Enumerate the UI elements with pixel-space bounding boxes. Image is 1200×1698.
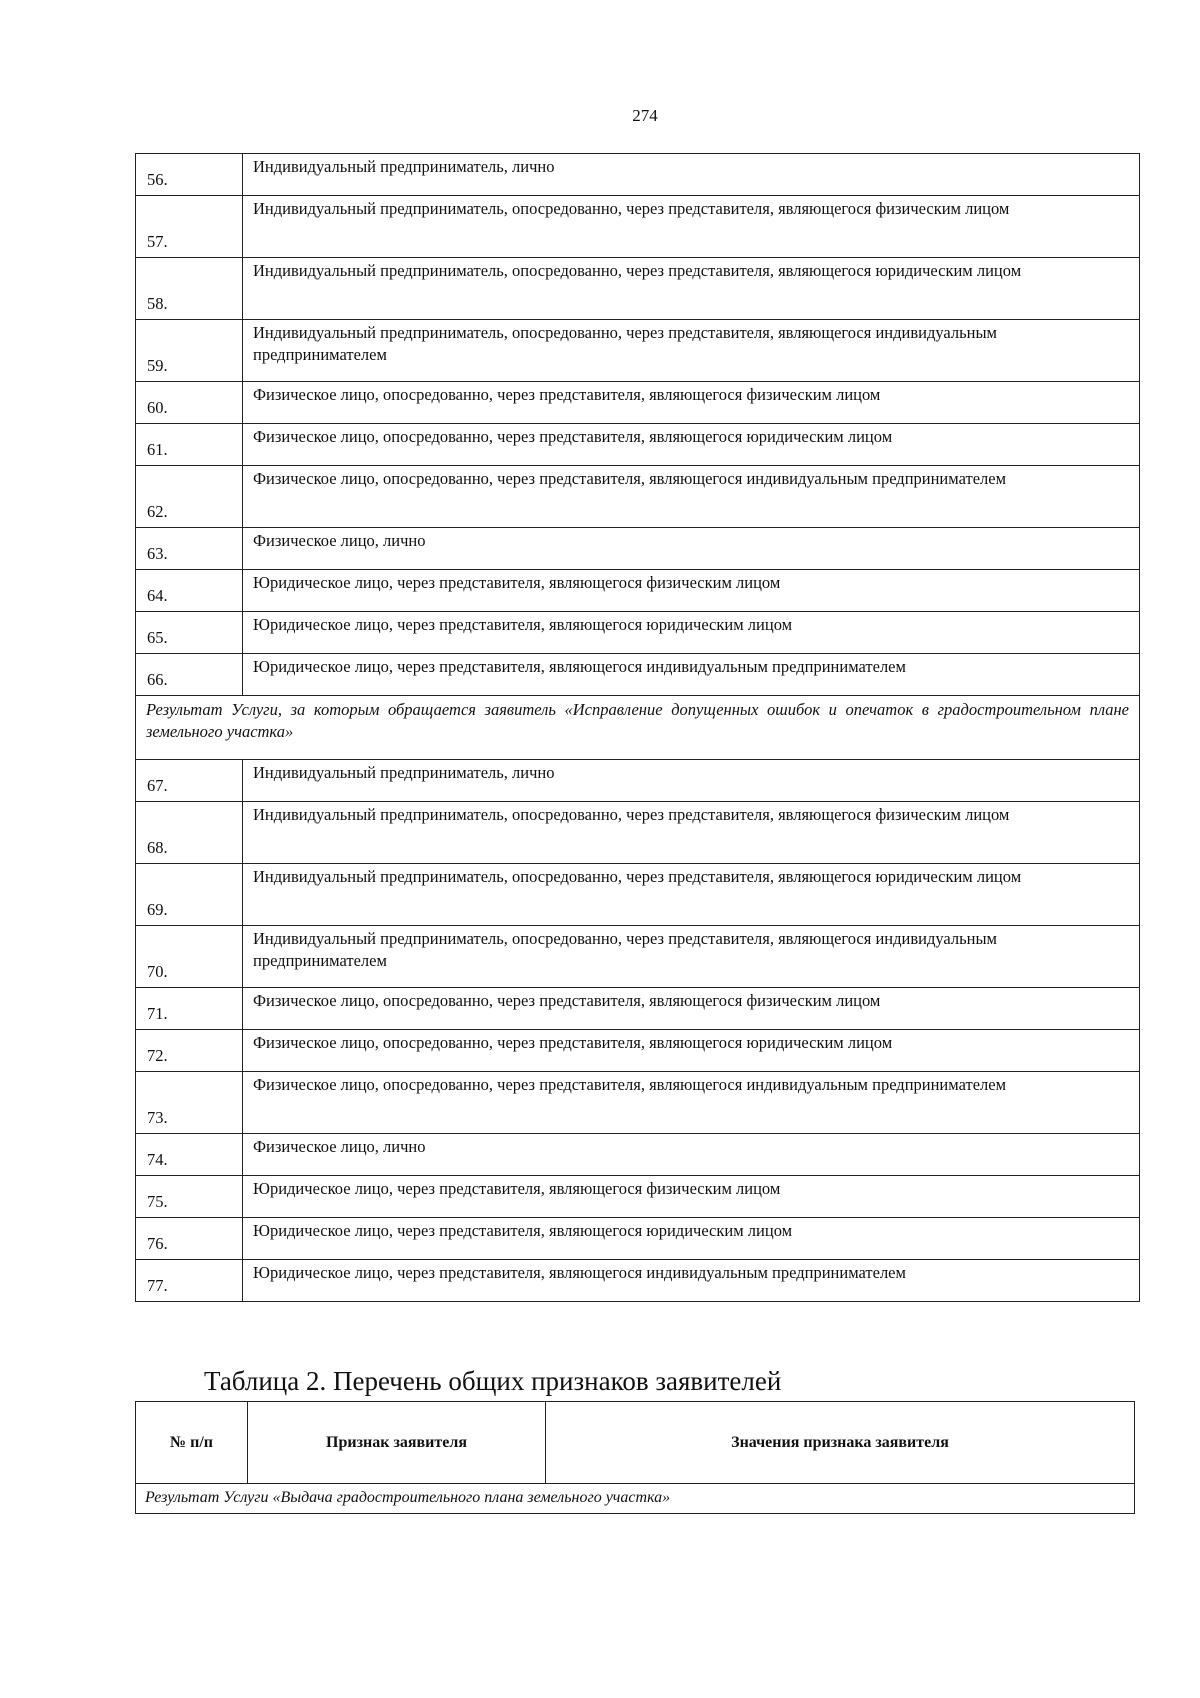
- table-row: [136, 1260, 1140, 1302]
- applicant-variant: Индивидуальный предприниматель, опосредованно, через представителя, являющегося физическим лицом: [243, 196, 1140, 258]
- applicant-variant: Юридическое лицо, через представителя, являющегося физическим лицом: [243, 570, 1140, 612]
- row-number: 62.: [136, 466, 243, 528]
- row-number: 74.: [136, 1134, 243, 1176]
- table-row: [136, 802, 1140, 864]
- applicant-variants-table: [135, 153, 1140, 1302]
- header-number: № п/п: [136, 1402, 248, 1484]
- applicant-variant: Физическое лицо, опосредованно, через представителя, являющегося физическим лицом: [243, 382, 1140, 424]
- header-feature: Признак заявителя: [248, 1402, 546, 1484]
- table-row: [136, 1176, 1140, 1218]
- table-row: [136, 612, 1140, 654]
- row-number: 68.: [136, 802, 243, 864]
- applicant-variant: Физическое лицо, лично: [243, 528, 1140, 570]
- table-row: [136, 320, 1140, 382]
- row-number: 57.: [136, 196, 243, 258]
- section-heading: Результат Услуги «Выдача градостроительного плана земельного участка»: [136, 1484, 1135, 1514]
- row-number: 75.: [136, 1176, 243, 1218]
- table-row: [136, 760, 1140, 802]
- table-row: [136, 466, 1140, 528]
- applicant-variant: Юридическое лицо, через представителя, являющегося юридическим лицом: [243, 612, 1140, 654]
- table-row: [136, 654, 1140, 696]
- applicant-variant: Юридическое лицо, через представителя, являющегося индивидуальным предпринимателем: [243, 654, 1140, 696]
- table-row: [136, 988, 1140, 1030]
- row-number: 73.: [136, 1072, 243, 1134]
- applicant-variant: Юридическое лицо, через представителя, являющегося юридическим лицом: [243, 1218, 1140, 1260]
- section-heading: Результат Услуги, за которым обращается заявитель «Исправление допущенных ошибок и опечаток в градостроительном плане земельного участка»: [136, 696, 1140, 760]
- row-number: 64.: [136, 570, 243, 612]
- table2-title: Таблица 2. Перечень общих признаков заявителей: [204, 1366, 782, 1396]
- table-row: [136, 570, 1140, 612]
- common-applicant-features-table: [135, 1401, 1135, 1514]
- table-row: [136, 1218, 1140, 1260]
- page-number: 274: [632, 106, 658, 125]
- row-number: 60.: [136, 382, 243, 424]
- header-feature-values: Значения признака заявителя: [546, 1402, 1135, 1484]
- row-number: 72.: [136, 1030, 243, 1072]
- applicant-variant: Индивидуальный предприниматель, опосредованно, через представителя, являющегося юридическим лицом: [243, 258, 1140, 320]
- row-number: 76.: [136, 1218, 243, 1260]
- applicant-variant: Индивидуальный предприниматель, лично: [243, 154, 1140, 196]
- row-number: 66.: [136, 654, 243, 696]
- table-row: [136, 258, 1140, 320]
- applicant-variant: Индивидуальный предприниматель, опосредованно, через представителя, являющегося физическим лицом: [243, 802, 1140, 864]
- section-row: [136, 696, 1140, 760]
- row-number: 69.: [136, 864, 243, 926]
- table-row: [136, 154, 1140, 196]
- applicant-variant: Индивидуальный предприниматель, опосредованно, через представителя, являющегося индивидуальным предпринимателем: [243, 320, 1140, 382]
- applicant-variant: Физическое лицо, лично: [243, 1134, 1140, 1176]
- applicant-variant: Индивидуальный предприниматель, лично: [243, 760, 1140, 802]
- row-number: 65.: [136, 612, 243, 654]
- row-number: 67.: [136, 760, 243, 802]
- applicant-variant: Юридическое лицо, через представителя, являющегося физическим лицом: [243, 1176, 1140, 1218]
- table2-section-row: [136, 1484, 1135, 1514]
- row-number: 58.: [136, 258, 243, 320]
- row-number: 61.: [136, 424, 243, 466]
- table-row: [136, 1134, 1140, 1176]
- applicant-variant: Индивидуальный предприниматель, опосредованно, через представителя, являющегося юридическим лицом: [243, 864, 1140, 926]
- table-row: [136, 382, 1140, 424]
- row-number: 63.: [136, 528, 243, 570]
- row-number: 56.: [136, 154, 243, 196]
- table2-header-row: [136, 1402, 1135, 1484]
- table-row: [136, 528, 1140, 570]
- row-number: 71.: [136, 988, 243, 1030]
- applicant-variant: Индивидуальный предприниматель, опосредованно, через представителя, являющегося индивидуальным предпринимателем: [243, 926, 1140, 988]
- row-number: 77.: [136, 1260, 243, 1302]
- table-row: [136, 1030, 1140, 1072]
- row-number: 59.: [136, 320, 243, 382]
- row-number: 70.: [136, 926, 243, 988]
- applicant-variant: Физическое лицо, опосредованно, через представителя, являющегося физическим лицом: [243, 988, 1140, 1030]
- applicant-variant: Физическое лицо, опосредованно, через представителя, являющегося юридическим лицом: [243, 1030, 1140, 1072]
- applicant-variant: Юридическое лицо, через представителя, являющегося индивидуальным предпринимателем: [243, 1260, 1140, 1302]
- table-row: [136, 1072, 1140, 1134]
- applicant-variant: Физическое лицо, опосредованно, через представителя, являющегося индивидуальным предпринимателем: [243, 1072, 1140, 1134]
- table-row: [136, 196, 1140, 258]
- table-row: [136, 864, 1140, 926]
- table-row: [136, 926, 1140, 988]
- applicant-variant: Физическое лицо, опосредованно, через представителя, являющегося юридическим лицом: [243, 424, 1140, 466]
- table-row: [136, 424, 1140, 466]
- applicant-variant: Физическое лицо, опосредованно, через представителя, являющегося индивидуальным предпринимателем: [243, 466, 1140, 528]
